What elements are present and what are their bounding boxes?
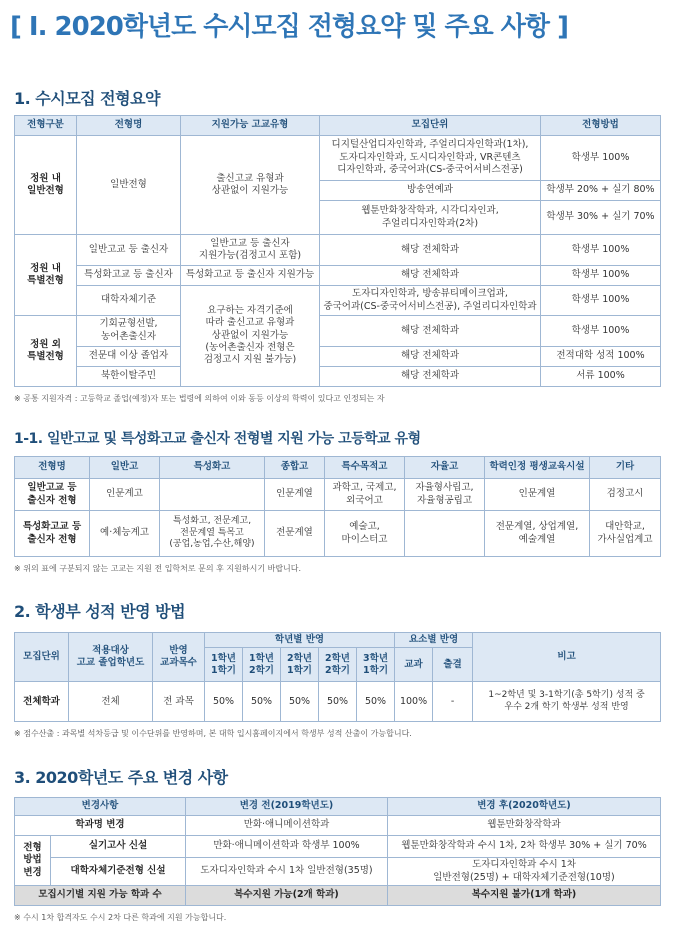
header-cell: 모집단위 bbox=[320, 116, 541, 136]
unit-cell: 도자디자인학과, 방송뷰티메이크업과, 중국어과(CS-중국어서비스전공), 주얼리디자인학과 bbox=[320, 285, 541, 315]
header-cell: 전형방법 bbox=[541, 116, 661, 136]
table-cell: 대안학교, 가사실업계고 bbox=[590, 511, 661, 557]
method-cell: 학생부 100% bbox=[541, 285, 661, 315]
table-cell: 100% bbox=[395, 682, 433, 722]
table-cell: - bbox=[433, 682, 473, 722]
table-cell: 전 과목 bbox=[153, 682, 205, 722]
header-cell: 변경사항 bbox=[15, 798, 186, 816]
table-cell: 자율형사립고, 자율형공립고 bbox=[405, 479, 485, 511]
school-type-table bbox=[14, 456, 661, 557]
unit-cell: 해당 전체학과 bbox=[320, 265, 541, 285]
table-cell: 인문계열 bbox=[265, 479, 325, 511]
header-cell: 1학년 1학기 bbox=[205, 648, 243, 682]
section-1-1-title: 1-1. 일반고교 및 특성화고교 출신자 전형별 지원 가능 고등학교 유형 bbox=[14, 431, 421, 447]
header-cell: 전형명 bbox=[77, 116, 181, 136]
table-row-label: 학과명 변경 bbox=[15, 816, 186, 836]
admission-name: 대학자체기준 bbox=[77, 285, 181, 315]
header-cell: 학력인정 평생교육시설 bbox=[485, 457, 590, 479]
table-cell: 50% bbox=[281, 682, 319, 722]
unit-cell: 해당 전체학과 bbox=[320, 346, 541, 366]
table-cell: 복수지원 가능(2개 학과) bbox=[186, 886, 388, 906]
school-type: 일반고교 등 출신자 지원가능(검정고시 포함) bbox=[181, 235, 320, 265]
page-title: [ I. 2020학년도 수시모집 전형요약 및 주요 사항 ] bbox=[10, 12, 568, 42]
section-1-1-note: ※ 위의 표에 구분되지 않는 고교는 지원 전 입학처로 문의 후 지원하시기 바랍니다. bbox=[14, 564, 302, 573]
header-cell: 변경 전(2019학년도) bbox=[186, 798, 388, 816]
header-cell: 전형구분 bbox=[15, 116, 77, 136]
section-2-note: ※ 점수산출 : 과목별 석차등급 및 이수단위를 반영하며, 본 대학 입시홈페이지에서 학생부 성적 산출이 가능합니다. bbox=[14, 729, 412, 738]
header-cell: 반영 교과목수 bbox=[153, 633, 205, 682]
group-label: 정원 내 일반전형 bbox=[15, 136, 77, 235]
table-cell bbox=[160, 479, 265, 511]
table-row-label: 실기고사 신설 bbox=[51, 836, 186, 858]
summary-table bbox=[14, 115, 661, 387]
section-3-title: 3. 2020학년도 주요 변경 사항 bbox=[14, 768, 228, 787]
table-cell: 웹툰만화창작학과 수시 1차, 2차 학생부 30% + 실기 70% bbox=[388, 836, 661, 858]
header-cell: 변경 후(2020학년도) bbox=[388, 798, 661, 816]
header-cell: 전형명 bbox=[15, 457, 90, 479]
school-type: 출신고교 유형과 상관없이 지원가능 bbox=[181, 136, 320, 235]
table-cell: 50% bbox=[357, 682, 395, 722]
table-cell: 예술고, 마이스터고 bbox=[325, 511, 405, 557]
table-row-label: 일반고교 등 출신자 전형 bbox=[15, 479, 90, 511]
header-cell: 특수목적고 bbox=[325, 457, 405, 479]
header-cell: 2학년 1학기 bbox=[281, 648, 319, 682]
changes-table bbox=[14, 797, 661, 906]
table-row-label: 전체학과 bbox=[15, 682, 69, 722]
table-cell: 전체 bbox=[69, 682, 153, 722]
unit-cell: 해당 전체학과 bbox=[320, 316, 541, 346]
unit-cell: 해당 전체학과 bbox=[320, 366, 541, 386]
header-cell: 기타 bbox=[590, 457, 661, 479]
admission-name: 일반전형 bbox=[77, 136, 181, 235]
admission-name: 일반고교 등 출신자 bbox=[77, 235, 181, 265]
header-cell: 요소별 반영 bbox=[395, 633, 473, 648]
group-label: 정원 외 특별전형 bbox=[15, 316, 77, 387]
admission-name: 전문대 이상 졸업자 bbox=[77, 346, 181, 366]
table-cell: 1~2학년 및 3-1학기(총 5학기) 성적 중 우수 2개 학기 학생부 성적 반영 bbox=[473, 682, 661, 722]
section-3-note: ※ 수시 1차 합격자도 수시 2차 다른 학과에 지원 가능합니다. bbox=[14, 913, 227, 922]
group-label: 정원 내 특별전형 bbox=[15, 235, 77, 316]
header-cell: 자율고 bbox=[405, 457, 485, 479]
admission-name: 북한이탈주민 bbox=[77, 366, 181, 386]
method-cell: 학생부 20% + 실기 80% bbox=[541, 180, 661, 200]
method-cell: 서류 100% bbox=[541, 366, 661, 386]
table-cell: 복수지원 불가(1개 학과) bbox=[388, 886, 661, 906]
section-1-title: 1. 수시모집 전형요약 bbox=[14, 89, 160, 108]
school-type: 특성화고교 등 출신자 지원가능 bbox=[181, 265, 320, 285]
table-cell: 도자디자인학과 수시 1차 일반전형(25명) + 대학자체기준전형(10명) bbox=[388, 858, 661, 886]
section-1-note: ※ 공통 지원자격 : 고등학교 졸업(예정)자 또는 법령에 의하여 이와 동등 이상의 학력이 있다고 인정되는 자 bbox=[14, 394, 385, 403]
table-row-label: 특성화고교 등 출신자 전형 bbox=[15, 511, 90, 557]
table-cell: 과학고, 국제고, 외국어고 bbox=[325, 479, 405, 511]
section-2-title: 2. 학생부 성적 반영 방법 bbox=[14, 602, 186, 621]
admission-name: 특성화고교 등 출신자 bbox=[77, 265, 181, 285]
table-cell: 만화·애니메이션학과 bbox=[186, 816, 388, 836]
table-cell: 웹툰만화창작학과 bbox=[388, 816, 661, 836]
table-cell bbox=[405, 511, 485, 557]
table-cell: 도자디자인학과 수시 1차 일반전형(35명) bbox=[186, 858, 388, 886]
table-cell: 50% bbox=[205, 682, 243, 722]
table-cell: 예·체능계고 bbox=[90, 511, 160, 557]
table-row-label: 모집시기별 지원 가능 학과 수 bbox=[15, 886, 186, 906]
unit-cell: 디지털산업디자인학과, 주얼리디자인학과(1차), 도자디자인학과, 도시디자인학과, VR콘텐츠 디자인학과, 중국어과(CS-중국어서비스전공) bbox=[320, 136, 541, 180]
header-cell: 2학년 2학기 bbox=[319, 648, 357, 682]
header-cell: 교과 bbox=[395, 648, 433, 682]
table-cell: 50% bbox=[243, 682, 281, 722]
unit-cell: 웹툰만화창작학과, 시각디자인과, 주얼리디자인학과(2차) bbox=[320, 200, 541, 234]
method-cell: 학생부 100% bbox=[541, 316, 661, 346]
header-cell: 1학년 2학기 bbox=[243, 648, 281, 682]
table-row-label: 대학자체기준전형 신설 bbox=[51, 858, 186, 886]
method-cell: 학생부 100% bbox=[541, 136, 661, 180]
header-cell: 일반고 bbox=[90, 457, 160, 479]
header-cell: 지원가능 고교유형 bbox=[181, 116, 320, 136]
table-cell: 인문계열 bbox=[485, 479, 590, 511]
table-cell: 검정고시 bbox=[590, 479, 661, 511]
grade-table bbox=[14, 632, 661, 722]
table-cell: 만화·애니메이션학과 학생부 100% bbox=[186, 836, 388, 858]
method-cell: 학생부 30% + 실기 70% bbox=[541, 200, 661, 234]
method-cell: 전적대학 성적 100% bbox=[541, 346, 661, 366]
table-cell: 50% bbox=[319, 682, 357, 722]
table-cell: 전문계열, 상업계열, 예술계열 bbox=[485, 511, 590, 557]
header-cell: 적용대상 고교 졸업학년도 bbox=[69, 633, 153, 682]
method-cell: 학생부 100% bbox=[541, 265, 661, 285]
table-cell: 전문계열 bbox=[265, 511, 325, 557]
header-cell: 특성화고 bbox=[160, 457, 265, 479]
header-cell: 출결 bbox=[433, 648, 473, 682]
header-cell: 모집단위 bbox=[15, 633, 69, 682]
table-cell: 특성화고, 전문계고, 전문계열 특목고 (공업,농업,수산,해양) bbox=[160, 511, 265, 557]
header-cell: 학년별 반영 bbox=[205, 633, 395, 648]
header-cell: 비고 bbox=[473, 633, 661, 682]
header-cell: 종합고 bbox=[265, 457, 325, 479]
group-label: 전형 방법 변경 bbox=[15, 836, 51, 886]
header-cell: 3학년 1학기 bbox=[357, 648, 395, 682]
method-cell: 학생부 100% bbox=[541, 235, 661, 265]
unit-cell: 해당 전체학과 bbox=[320, 235, 541, 265]
table-cell: 인문계고 bbox=[90, 479, 160, 511]
school-type: 요구하는 자격기준에 따라 출신고교 유형과 상관없이 지원가능 (농어촌출신자 전형은 검정고시 지원 불가능) bbox=[181, 285, 320, 386]
admission-name: 기회균형선발, 농어촌출신자 bbox=[77, 316, 181, 346]
unit-cell: 방송연예과 bbox=[320, 180, 541, 200]
